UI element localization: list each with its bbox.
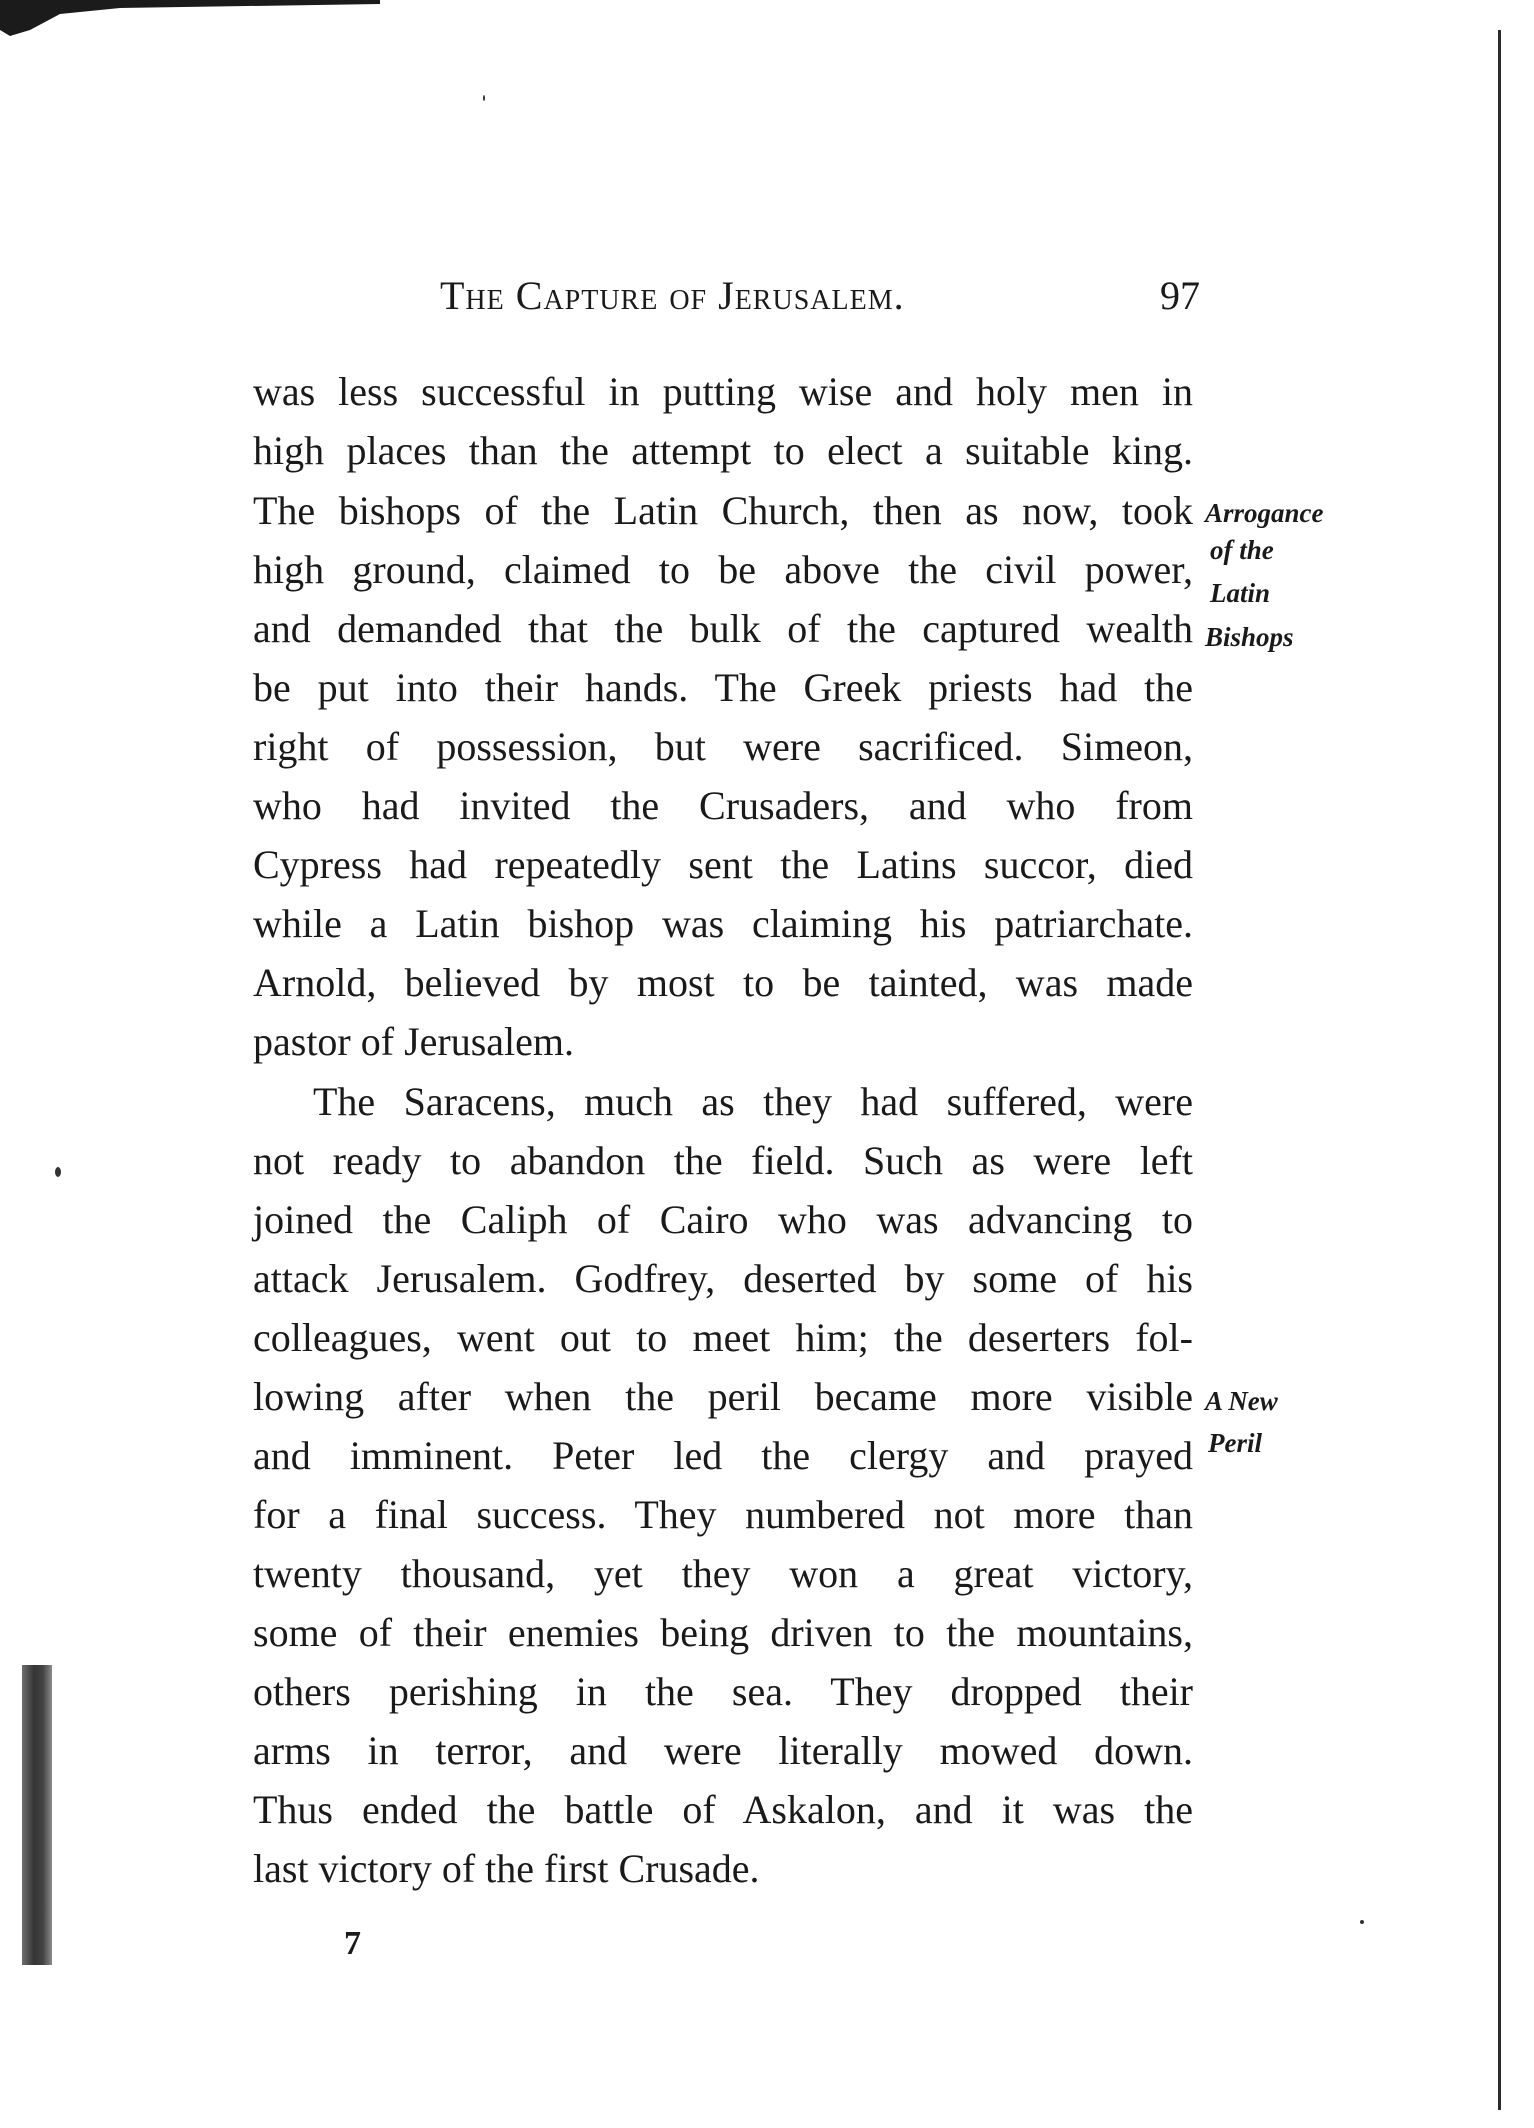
text-line: The Saracens, much as they had suffered, were: [313, 1079, 1193, 1124]
speck: [1360, 1920, 1364, 1924]
margin-note-line: of the: [1210, 535, 1274, 565]
text-line: be put into their hands. The Greek priests had the: [253, 665, 1193, 710]
text-line: The bishops of the Latin Church, then as now, took: [253, 488, 1193, 533]
speck: [55, 1167, 61, 1177]
margin-note-line: Arrogance: [1205, 498, 1324, 528]
text-line: others perishing in the sea. They dropped their: [253, 1669, 1193, 1714]
text-line: pastor of Jerusalem.: [253, 1019, 575, 1064]
text-line: arms in terror, and were literally mowed down.: [253, 1728, 1193, 1773]
text-line: last victory of the first Crusade.: [253, 1846, 760, 1891]
text-line: and demanded that the bulk of the captured wealth: [253, 606, 1193, 651]
margin-note-line: Peril: [1208, 1428, 1262, 1458]
text-line: right of possession, but were sacrificed. Simeon,: [253, 724, 1193, 769]
speck: [483, 95, 485, 101]
text-line: was less successful in putting wise and holy men in: [253, 369, 1193, 414]
scan-smudge-top-left: [0, 0, 380, 40]
running-head: The Capture of Jerusalem.: [440, 273, 905, 318]
binding-shadow: [22, 1665, 52, 1965]
text-line: some of their enemies being driven to the mountains,: [253, 1610, 1193, 1655]
text-line: attack Jerusalem. Godfrey, deserted by some of his: [253, 1256, 1193, 1301]
text-line: joined the Caliph of Cairo who was advancing to: [253, 1197, 1193, 1242]
margin-note-line: Latin: [1210, 578, 1271, 608]
text-line: not ready to abandon the field. Such as were left: [253, 1138, 1193, 1183]
text-line: Thus ended the battle of Askalon, and it was the: [253, 1787, 1193, 1832]
page-edge-rule: [1498, 30, 1501, 2110]
text-line: who had invited the Crusaders, and who from: [253, 783, 1193, 828]
text-line: lowing after when the peril became more visible: [253, 1374, 1193, 1419]
text-line: colleagues, went out to meet him; the deserters fol-: [253, 1315, 1193, 1360]
text-line: high ground, claimed to be above the civil power,: [253, 547, 1193, 592]
text-line: twenty thousand, yet they won a great victory,: [253, 1551, 1193, 1596]
text-line: for a final success. They numbered not more than: [253, 1492, 1193, 1537]
text-line: Arnold, believed by most to be tainted, was made: [253, 960, 1193, 1005]
text-line: while a Latin bishop was claiming his patriarchate.: [253, 901, 1193, 946]
text-line: and imminent. Peter led the clergy and prayed: [253, 1433, 1193, 1478]
signature-mark: 7: [344, 1925, 361, 1962]
text-line: Cypress had repeatedly sent the Latins succor, died: [253, 842, 1193, 887]
text-line: high places than the attempt to elect a suitable king.: [253, 428, 1193, 473]
margin-note-line: Bishops: [1205, 622, 1294, 652]
page-number: 97: [1160, 273, 1200, 318]
margin-note-line: A New: [1205, 1386, 1278, 1416]
